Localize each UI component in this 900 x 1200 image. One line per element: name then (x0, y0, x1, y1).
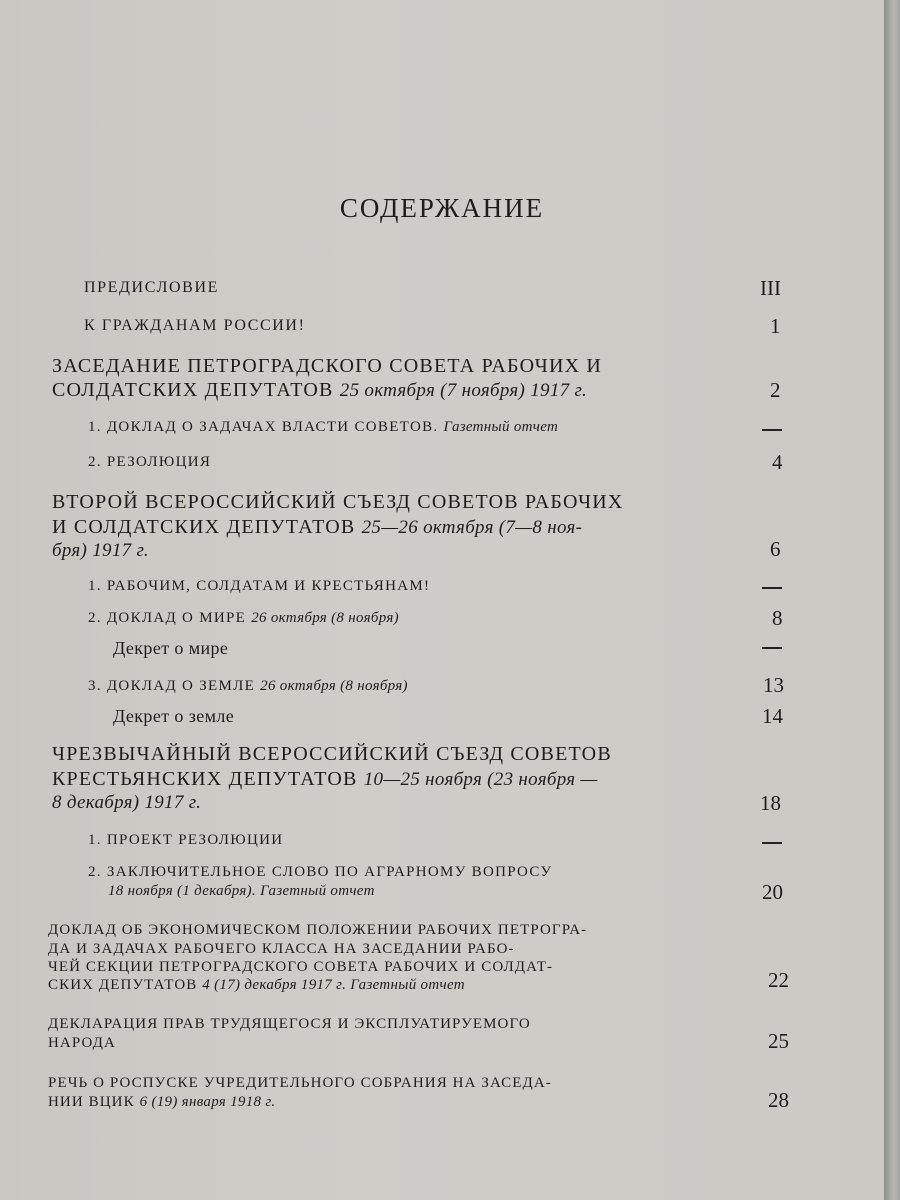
toc-page-second-congress: 6 (770, 537, 781, 561)
toc-page-dash (762, 587, 782, 589)
toc-entry-petrograd-line1: ЗАСЕДАНИЕ ПЕТРОГРАДСКОГО СОВЕТА РАБОЧИХ И (52, 355, 603, 377)
toc-entry-petrograd-line2 (52, 379, 587, 402)
page-title: СОДЕРЖАНИЕ (339, 193, 545, 223)
toc-entry-dissolution-text: НИИ ВЦИК (48, 1094, 135, 1110)
toc-page-preface: III (760, 276, 781, 300)
toc-entry-petrograd-date: 25 октября (7 ноября) 1917 г. (339, 380, 588, 401)
toc-entry-second-congress-line1: ВТОРОЙ ВСЕРОССИЙСКИЙ СЪЕЗД СОВЕТОВ РАБОЧИХ (52, 491, 624, 513)
toc-entry-petrograd-text: СОЛДАТСКИХ ДЕПУТАТОВ (52, 379, 334, 401)
toc-entry-preface: ПРЕДИСЛОВИЕ (84, 279, 219, 296)
toc-entry-second-congress-date: 25—26 октября (7—8 ноя- (361, 517, 583, 538)
subentry-text: 3. ДОКЛАД О ЗЕМЛЕ (88, 678, 256, 694)
subentry-text: 2. ДОКЛАД О МИРЕ (88, 610, 247, 626)
toc-subentry-congress-3 (88, 678, 408, 695)
toc-subentry-land-decree: Декрет о земле (113, 706, 235, 726)
toc-entry-extraordinary-line2 (52, 768, 598, 791)
toc-page-citizens: 1 (770, 314, 781, 338)
toc-entry-declaration-line2: НАРОДА (48, 1035, 116, 1051)
toc-page-dash (762, 647, 782, 649)
toc-entry-second-congress-line3: бря) 1917 г. (52, 540, 149, 561)
toc-subentry-extraordinary-1: 1. ПРОЕКТ РЕЗОЛЮЦИИ (88, 832, 284, 848)
toc-entry-economic-line4 (48, 977, 465, 994)
toc-entry-second-congress-line2 (52, 516, 582, 539)
subentry-text: 1. ДОКЛАД О ЗАДАЧАХ ВЛАСТИ СОВЕТОВ. (88, 419, 439, 435)
toc-entry-dissolution-line1: РЕЧЬ О РОСПУСКЕ УЧРЕДИТЕЛЬНОГО СОБРАНИЯ НА ЗАСЕДА- (48, 1075, 552, 1091)
adjacent-page-edge (884, 0, 900, 1200)
toc-page-extraordinary-2: 20 (762, 880, 783, 904)
subentry-note: 26 октября (8 ноября) (260, 678, 408, 694)
toc-entry-citizens: К ГРАЖДАНАМ РОССИИ! (84, 317, 306, 334)
toc-entry-declaration-line1: ДЕКЛАРАЦИЯ ПРАВ ТРУДЯЩЕГОСЯ И ЭКСПЛУАТИРУЕМОГО (48, 1016, 531, 1032)
toc-subentry-peace-decree: Декрет о мире (113, 638, 229, 658)
toc-page-declaration: 25 (768, 1029, 789, 1053)
toc-page-petrograd: 2 (770, 378, 781, 402)
toc-page-congress-2: 8 (772, 606, 783, 630)
subentry-note: 26 октября (8 ноября) (251, 610, 399, 626)
toc-subentry-petrograd-1 (88, 419, 558, 436)
toc-page-dissolution: 28 (768, 1088, 789, 1112)
toc-entry-economic-line2: ДА И ЗАДАЧАХ РАБОЧЕГО КЛАССА НА ЗАСЕДАНИИ РАБО- (48, 941, 515, 957)
toc-subentry-extraordinary-2-note: 18 ноября (1 декабря). Газетный отчет (108, 883, 375, 899)
toc-page-petrograd-2: 4 (772, 450, 783, 474)
toc-entry-dissolution-date: 6 (19) января 1918 г. (139, 1094, 276, 1110)
toc-entry-extraordinary-line3: 8 декабря) 1917 г. (52, 792, 202, 813)
toc-entry-economic-line1: ДОКЛАД ОБ ЭКОНОМИЧЕСКОМ ПОЛОЖЕНИИ РАБОЧИХ ПЕТРОГРА- (48, 922, 588, 938)
toc-page-congress-3: 13 (763, 673, 784, 697)
toc-entry-extraordinary-text: КРЕСТЬЯНСКИХ ДЕПУТАТОВ (52, 768, 358, 790)
toc-entry-extraordinary-line1: ЧРЕЗВЫЧАЙНЫЙ ВСЕРОССИЙСКИЙ СЪЕЗД СОВЕТОВ (52, 743, 612, 765)
toc-entry-second-congress-text: И СОЛДАТСКИХ ДЕПУТАТОВ (52, 516, 356, 538)
toc-entry-dissolution-line2 (48, 1094, 275, 1111)
toc-page-dash (762, 842, 782, 844)
toc-page-land-decree: 14 (762, 704, 783, 728)
toc-subentry-petrograd-2: 2. РЕЗОЛЮЦИЯ (88, 454, 212, 470)
toc-page-economic: 22 (768, 968, 789, 992)
toc-entry-economic-text: СКИХ ДЕПУТАТОВ (48, 977, 198, 993)
toc-page-dash (762, 429, 782, 431)
toc-subentry-congress-1: 1. РАБОЧИМ, СОЛДАТАМ И КРЕСТЬЯНАМ! (88, 578, 431, 594)
toc-subentry-extraordinary-2: 2. ЗАКЛЮЧИТЕЛЬНОЕ СЛОВО ПО АГРАРНОМУ ВОПРОСУ (88, 864, 553, 880)
toc-subentry-congress-2 (88, 610, 399, 627)
toc-entry-economic-date: 4 (17) декабря 1917 г. Газетный отчет (202, 977, 465, 993)
toc-entry-extraordinary-date: 10—25 ноября (23 ноября — (363, 769, 598, 790)
toc-entry-economic-line3: ЧЕЙ СЕКЦИИ ПЕТРОГРАДСКОГО СОВЕТА РАБОЧИХ И СОЛДАТ- (48, 959, 554, 975)
toc-page-extraordinary: 18 (760, 791, 781, 815)
subentry-note: Газетный отчет (443, 419, 559, 435)
